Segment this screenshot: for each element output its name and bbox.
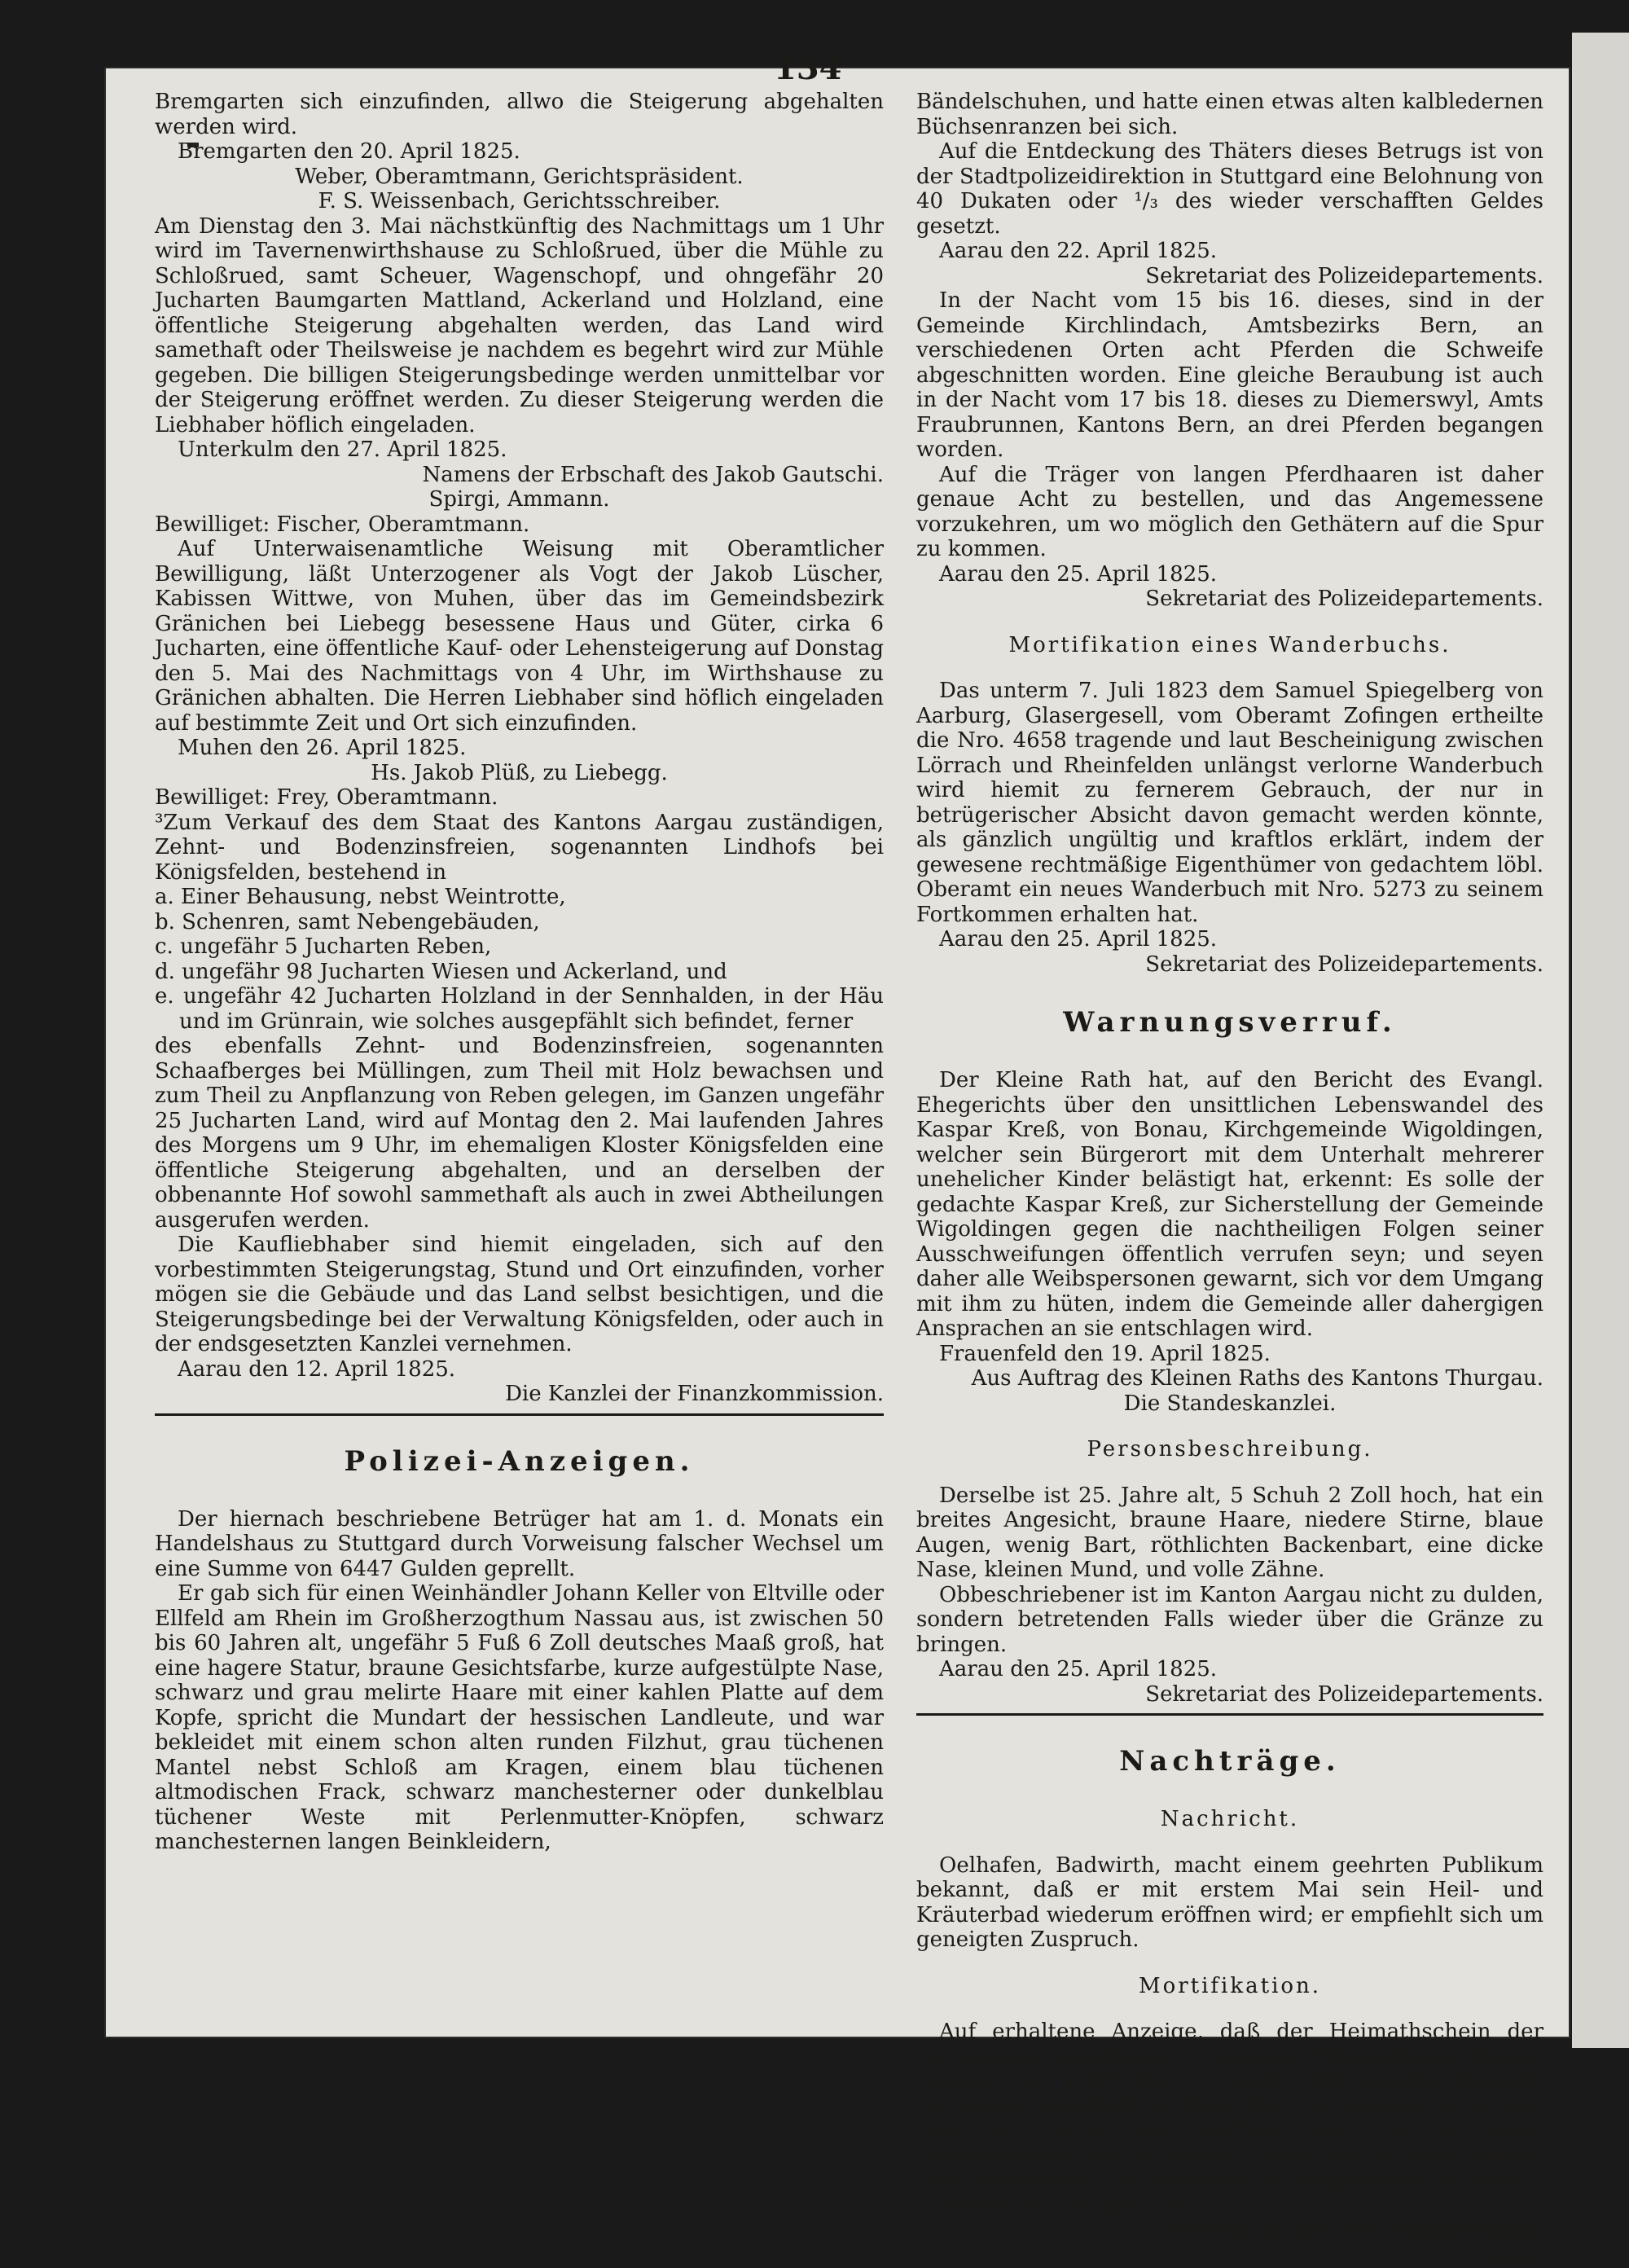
date-line: Aarau den 25. April 1825. bbox=[916, 927, 1543, 952]
date-line: Aarau den 25. April 1825. bbox=[916, 1657, 1543, 1682]
signature: Hs. Jakob Plüß, zu Liebegg. bbox=[155, 761, 884, 786]
signature: Sekretariat des Polizeidepartements. bbox=[916, 952, 1543, 978]
section-heading: Mortifikation eines Wanderbuchs. bbox=[916, 633, 1543, 658]
signature: Aus Auftrag des Kleinen Raths des Kantons Thurgau. bbox=[916, 1366, 1543, 1391]
right-column bbox=[916, 90, 1543, 2268]
section-heading: Warnungsverruf. bbox=[916, 1004, 1543, 1040]
page-number: 134 bbox=[774, 49, 842, 87]
approval-line: Bewilliget: Fischer, Oberamtmann. bbox=[155, 512, 884, 538]
paragraph: Am Dienstag den 3. Mai nächstkünftig des Nachmittags um 1 Uhr wird im Tavernenwirthshause zu Schloßrued, über die Mühle zu Schloßrued, samt Scheuer, Wagenschopf, und ohngefähr 20 Jucharten Baumgarten Mattland, Ackerland und Holzland, eine öffentliche Steigerung abgehalten werden, das Land wird samethaft oder Theilsweise je nachdem es begehrt wird zur Mühle gegeben. Die billigen Steigerungsbedinge werden unmittelbar vor der Steigerung eröffnet werden. Zu dieser Steigerung werden die Liebhaber höflich eingeladen. bbox=[155, 214, 884, 438]
section-heading: Nachträge. bbox=[916, 1743, 1543, 1779]
paragraph: Bremgarten sich einzufinden, allwo die Steigerung abgehalten werden wird. bbox=[155, 90, 884, 139]
signature: Sekretariat der Armenkommission. bbox=[916, 2218, 1543, 2244]
section-divider bbox=[155, 1413, 884, 1416]
signature: Spirgi, Ammann. bbox=[155, 487, 884, 512]
paragraph: ³Zum Verkauf des dem Staat des Kantons Aargau zuständigen, Zehnt- und Bodenzinsfreien, sogenannten Lindhofs bei Königsfelden, bestehend in bbox=[155, 811, 884, 886]
date-line: Aarau den 25. April 1825. bbox=[916, 562, 1543, 587]
section-heading: Personsbeschreibung. bbox=[916, 1437, 1543, 1462]
list-item: d. ungefähr 98 Jucharten Wiesen und Ackerland, und bbox=[155, 960, 884, 985]
paragraph: Bändelschuhen, und hatte einen etwas alten kalbledernen Büchsenranzen bei sich. bbox=[916, 90, 1543, 139]
signature: Namens der Erbschaft des Jakob Gautschi. bbox=[155, 463, 884, 488]
adjacent-page-edge bbox=[1572, 33, 1629, 2048]
paragraph: Auf die Träger von langen Pferdhaaren ist daher genaue Acht zu bestellen, und das Angemessene vorzukehren, um wo möglich den Gethätern auf die Spur zu kommen. bbox=[916, 463, 1543, 562]
date-line: Unterkulm den 27. April 1825. bbox=[155, 437, 884, 463]
section-subheading: Nachricht. bbox=[916, 1807, 1543, 1832]
paragraph: Obbeschriebener ist im Kanton Aargau nicht zu dulden, sondern betretenden Falls wieder über die Gränze zu bringen. bbox=[916, 1583, 1543, 1658]
signature: Sekretariat des Polizeidepartements. bbox=[916, 1682, 1543, 1708]
section-heading: Polizei-Anzeigen. bbox=[155, 1444, 884, 1479]
signature: Die Kanzlei der Finanzkommission. bbox=[155, 1382, 884, 1407]
paragraph: Oelhafen, Badwirth, macht einem geehrten Publikum bekannt, daß er mit erstem Mai sein Heil- und Kräuterbad wiederum eröffnen wird; er empfiehlt sich um geneigten Zuspruch. bbox=[916, 1853, 1543, 1953]
date-line: Bremgarten den 20. April 1825. bbox=[155, 139, 884, 165]
approval-line: Bewilliget: Frey, Oberamtmann. bbox=[155, 785, 884, 811]
paragraph: des ebenfalls Zehnt- und Bodenzinsfreien, sogenannten Schaafberges bei Müllingen, zum Theil mit Holz bewachsen und zum Theil zu Anpflanzung von Reben gelegen, im Ganzen ungefähr 25 Jucharten Land, wird auf Montag den 2. Mai laufenden Jahres des Morgens um 9 Uhr, im ehemaligen Kloster Königsfelden eine öffentliche Steigerung abgehalten, und an derselben der obbenannte Hof sowohl sammethaft als auch in zwei Abtheilungen ausgerufen werden. bbox=[155, 1034, 884, 1233]
paragraph: In der Nacht vom 15 bis 16. dieses, sind in der Gemeinde Kirchlindach, Amtsbezirks Bern, an verschiedenen Orten acht Pferden die Schweife abgeschnitten worden. Eine gleiche Beraubung ist auch in der Nacht vom 17 bis 18. dieses zu Diemerswyl, Amts Fraubrunnen, Kantons Bern, an drei Pferden begangen worden. bbox=[916, 288, 1543, 463]
date-line: Aarau den 26. April 1825. bbox=[916, 2194, 1543, 2219]
date-line: Aarau den 22. April 1825. bbox=[916, 239, 1543, 264]
signature: Die Standeskanzlei. bbox=[916, 1391, 1543, 1417]
left-column bbox=[155, 90, 884, 1855]
list-item: b. Schenren, samt Nebengebäuden, bbox=[155, 910, 884, 935]
signature: Jäger. bbox=[916, 2244, 1543, 2268]
paragraph: Auf Unterwaisenamtliche Weisung mit Oberamtlicher Bewilligung, läßt Unterzogener als Vogt der Jakob Lüscher, Kabissen Wittwe, von Muhen, über das im Gemeindsbezirk Gränichen bei Liebegg besessene Haus und Güter, cirka 6 Jucharten, eine öffentliche Kauf- oder Lehensteigerung auf Donstag den 5. Mai des Nachmittags von 4 Uhr, im Wirthshause zu Gränichen abhalten. Die Herren Liebhaber sind höflich eingeladen auf bestimmte Zeit und Ort sich einzufinden. bbox=[155, 537, 884, 736]
paragraph: Er gab sich für einen Weinhändler Johann Keller von Eltville oder Ellfeld am Rhein im Großherzogthum Nassau aus, ist zwischen 50 bis 60 Jahren alt, ungefähr 5 Fuß 6 Zoll deutsches Maaß groß, hat eine hagere Statur, braune Gesichtsfarbe, kurze aufgestülpte Nase, schwarz und grau melirte Haare mit einer kahlen Platte auf dem Kopfe, spricht die Mundart der hessischen Landleute, und war bekleidet mit einem schon alten runden Filzhut, grau tüchenen Mantel nebst Schloß am Kragen, einem blau tüchenen altmodischen Frack, schwarz manchesterner oder dunkelblau tüchener Weste mit Perlenmutter-Knöpfen, schwarz manchesternen langen Beinkleidern, bbox=[155, 1581, 884, 1855]
property-list bbox=[155, 885, 884, 1034]
signature: Weber, Oberamtmann, Gerichtspräsident. bbox=[155, 165, 884, 190]
date-line: Muhen den 26. April 1825. bbox=[155, 736, 884, 761]
date-line: Aarau den 12. April 1825. bbox=[155, 1357, 884, 1382]
paragraph: Auf erhaltene Anzeige, daß der Heimathschein der hierseitigen Landsassin, Carharina Schwertieger, Jakobs Tochter, geb. 1795. dat. d. 1. Sept. 1818 welchen dieselbe bei ihrem Aufenthalt im Kant. Bern an Behörde hinterlegt habe, sich nicht mehr vorfinde, ward ihr ein neuer Corporationsschein zugestellt, daher der frühere hiermit förmlich annulirt und öffentlich als ungültig erklärt wird. bbox=[916, 2020, 1543, 2194]
paragraph: Derselbe ist 25. Jahre alt, 5 Schuh 2 Zoll hoch, hat ein breites Angesicht, braune Haare, niedere Stirne, blaue Augen, wenig Bart, röthlichten Backenbart, eine dicke Nase, kleinen Mund, und volle Zähne. bbox=[916, 1483, 1543, 1583]
paragraph: Die Kaufliebhaber sind hiemit eingeladen, sich auf den vorbestimmten Steigerungstag, Stund und Ort einzufinden, vorher mögen sie die Gebäude und das Land selbst besichtigen, und die Steigerungsbedinge bei der Verwaltung Königsfelden, oder auch in der endsgesetzten Kanzlei vernehmen. bbox=[155, 1233, 884, 1357]
signature: Sekretariat des Polizeidepartements. bbox=[916, 264, 1543, 289]
paragraph: Das unterm 7. Juli 1823 dem Samuel Spiegelberg von Aarburg, Glasergesell, vom Oberamt Zofingen ertheilte die Nro. 4658 tragende und laut Bescheinigung zwischen Lörrach und Rheinfelden unlängst verlorne Wanderbuch wird hiemit zu fernerem Gebrauch, der nur in betrügerischer Absicht davon gemacht werden könnte, als gänzlich ungültig und kraftlos erklärt, indem der gewesene rechtmäßige Eigenthümer von gedachtem löbl. Oberamt ein neues Wanderbuch mit Nro. 5273 zu seinem Fortkommen erhalten hat. bbox=[916, 679, 1543, 927]
section-subheading: Mortifikation. bbox=[916, 1974, 1543, 1999]
list-item: e. ungefähr 42 Jucharten Holzland in der Sennhalden, in der Häu und im Grünrain, wie solches ausgepfählt sich befindet, ferner bbox=[155, 984, 884, 1034]
list-item: a. Einer Behausung, nebst Weintrotte, bbox=[155, 885, 884, 910]
date-line: Frauenfeld den 19. April 1825. bbox=[916, 1342, 1543, 1367]
paragraph: Der Kleine Rath hat, auf den Bericht des Evangl. Ehegerichts über den unsittlichen Lebenswandel des Kaspar Kreß, von Bonau, Kirchgemeinde Wigoldingen, welcher sein Bürgerort mit dem Unterhalt mehrerer unehelicher Kinder belästigt hat, erkennt: Es solle der gedachte Kaspar Kreß, zur Sicherstellung der Gemeinde Wigoldingen gegen die nachtheiligen Folgen seiner Ausschweifungen öffentlich verrufen seyn; und seyen daher alle Weibspersonen gewarnt, sich vor dem Umgang mit ihm zu hüten, indem die Gemeinde aller dahergigen Ansprachen an sie entschlagen wird. bbox=[916, 1068, 1543, 1342]
paragraph: Der hiernach beschriebene Betrüger hat am 1. d. Monats ein Handelshaus zu Stuttgard durch Vorweisung falscher Wechsel um eine Summe von 6447 Gulden geprellt. bbox=[155, 1507, 884, 1582]
list-item: c. ungefähr 5 Jucharten Reben, bbox=[155, 934, 884, 960]
paragraph: Auf die Entdeckung des Thäters dieses Betrugs ist von der Stadtpolizeidirektion in Stuttgard eine Belohnung von 40 Dukaten oder ¹/₃ des wieder verschafften Geldes gesetzt. bbox=[916, 139, 1543, 239]
section-divider bbox=[916, 1713, 1543, 1716]
signature: F. S. Weissenbach, Gerichtsschreiber. bbox=[155, 189, 884, 214]
signature: Sekretariat des Polizeidepartements. bbox=[916, 587, 1543, 612]
